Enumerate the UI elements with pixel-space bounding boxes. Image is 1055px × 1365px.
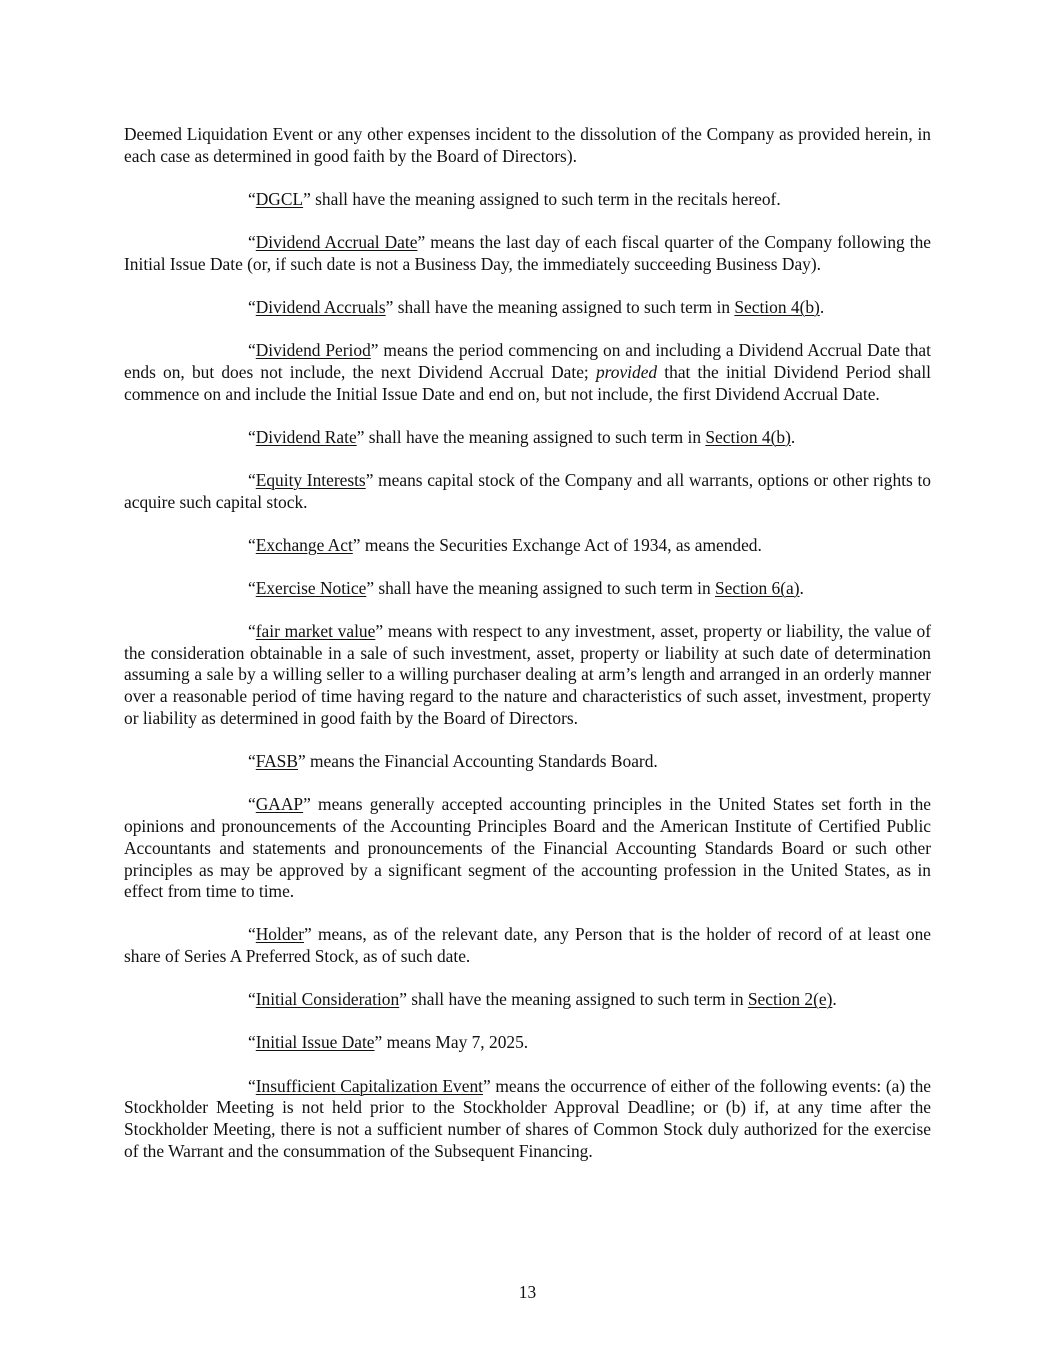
definition-fair-market-value: “fair market value” means with respect to any investment, asset, property or liability, the value of the consideration obtainable in a sale of such investment, asset, property or liability at such date of determination assuming a sale by a willing seller to a willing purchaser dealing at arm’s length and arranged in an orderly manner over a reasonable period of time having regard to the nature and characteristics of such asset, investment, property or liability as determined in good faith by the Board of Directors. bbox=[124, 620, 931, 729]
defined-term: Equity Interests bbox=[255, 469, 366, 490]
definition-dividend-period: “Dividend Period” means the period commencing on and including a Dividend Accrual Date that ends on, but does not include, the next Dividend Accrual Date; provided that the initial Dividend Period shall commence on and include the Initial Issue Date and end on, but not include, the first Dividend Accrual Date. bbox=[124, 339, 931, 404]
definition-dividend-accrual-date: “Dividend Accrual Date” means the last day of each fiscal quarter of the Company following the Initial Issue Date (or, if such date is not a Business Day, the immediately succeeding Business Day). bbox=[124, 231, 931, 274]
defined-term: Holder bbox=[255, 924, 305, 945]
defined-term: Exchange Act bbox=[255, 534, 353, 555]
definition-exchange-act: “Exchange Act” means the Securities Exchange Act of 1934, as amended. bbox=[248, 534, 762, 555]
italic-proviso: provided bbox=[595, 361, 658, 382]
section-reference: Section 6(a) bbox=[715, 577, 800, 598]
definition-insufficient-capitalization-event: “Insufficient Capitalization Event” means the occurrence of either of the following events: (a) the Stockholder Meeting is not held prior to the Stockholder Approval Deadline; or (b) if, at any time after the Stockholder Meeting, there is not a sufficient number of shares of Common Stock duly authorized for the exercise of the Warrant and the consummation of the Subsequent Financing. bbox=[124, 1075, 932, 1161]
defined-term: Initial Issue Date bbox=[255, 1032, 375, 1053]
definition-gaap: “GAAP” means generally accepted accounting principles in the United States set forth in the opinions and pronouncements of the Accounting Principles Board and the American Institute of Certified Public Accountants and statements and pronouncements of the Financial Accounting Standards Board or such other principles as may be approved by a significant segment of the accounting profession in the United States, as in effect from time to time. bbox=[124, 794, 931, 902]
definition-exercise-notice: “Exercise Notice” shall have the meaning assigned to such term in Section 6(a). bbox=[248, 577, 804, 598]
definition-dividend-accruals: “Dividend Accruals” shall have the meaning assigned to such term in Section 4(b). bbox=[248, 296, 825, 317]
defined-term: Dividend Accrual Date bbox=[255, 231, 418, 252]
document-body bbox=[124, 124, 931, 1184]
definition-initial-consideration: “Initial Consideration” shall have the meaning assigned to such term in Section 2(e). bbox=[248, 989, 837, 1010]
page-number: 13 bbox=[518, 1282, 537, 1302]
defined-term: Exercise Notice bbox=[255, 577, 367, 598]
defined-term: Dividend Rate bbox=[255, 426, 357, 447]
defined-term: DGCL bbox=[255, 188, 304, 209]
definition-fasb: “FASB” means the Financial Accounting Standards Board. bbox=[248, 751, 658, 772]
defined-term: FASB bbox=[255, 751, 298, 772]
section-reference: Section 2(e) bbox=[747, 989, 833, 1010]
defined-term: Dividend Accruals bbox=[255, 296, 386, 317]
definition-holder: “Holder” means, as of the relevant date, any Person that is the holder of record of at least one share of Series A Preferred Stock, as of such date. bbox=[124, 924, 931, 967]
definition-initial-issue-date: “Initial Issue Date” means May 7, 2025. bbox=[248, 1032, 529, 1053]
section-reference: Section 4(b) bbox=[705, 426, 791, 447]
continuation-paragraph: Deemed Liquidation Event or any other expenses incident to the dissolution of the Company as provided herein, in each case as determined in good faith by the Board of Directors). bbox=[124, 124, 931, 166]
definition-dgcl: “DGCL” shall have the meaning assigned to such term in the recitals hereof. bbox=[248, 188, 781, 209]
defined-term: GAAP bbox=[255, 794, 304, 815]
defined-term: Dividend Period bbox=[255, 339, 371, 360]
definition-dividend-rate: “Dividend Rate” shall have the meaning assigned to such term in Section 4(b). bbox=[248, 426, 796, 447]
definition-equity-interests: “Equity Interests” means capital stock of the Company and all warrants, options or other rights to acquire such capital stock. bbox=[124, 469, 931, 512]
defined-term: fair market value bbox=[255, 620, 376, 641]
defined-term: Insufficient Capitalization Event bbox=[255, 1075, 483, 1096]
section-reference: Section 4(b) bbox=[734, 296, 820, 317]
defined-term: Initial Consideration bbox=[255, 989, 400, 1010]
